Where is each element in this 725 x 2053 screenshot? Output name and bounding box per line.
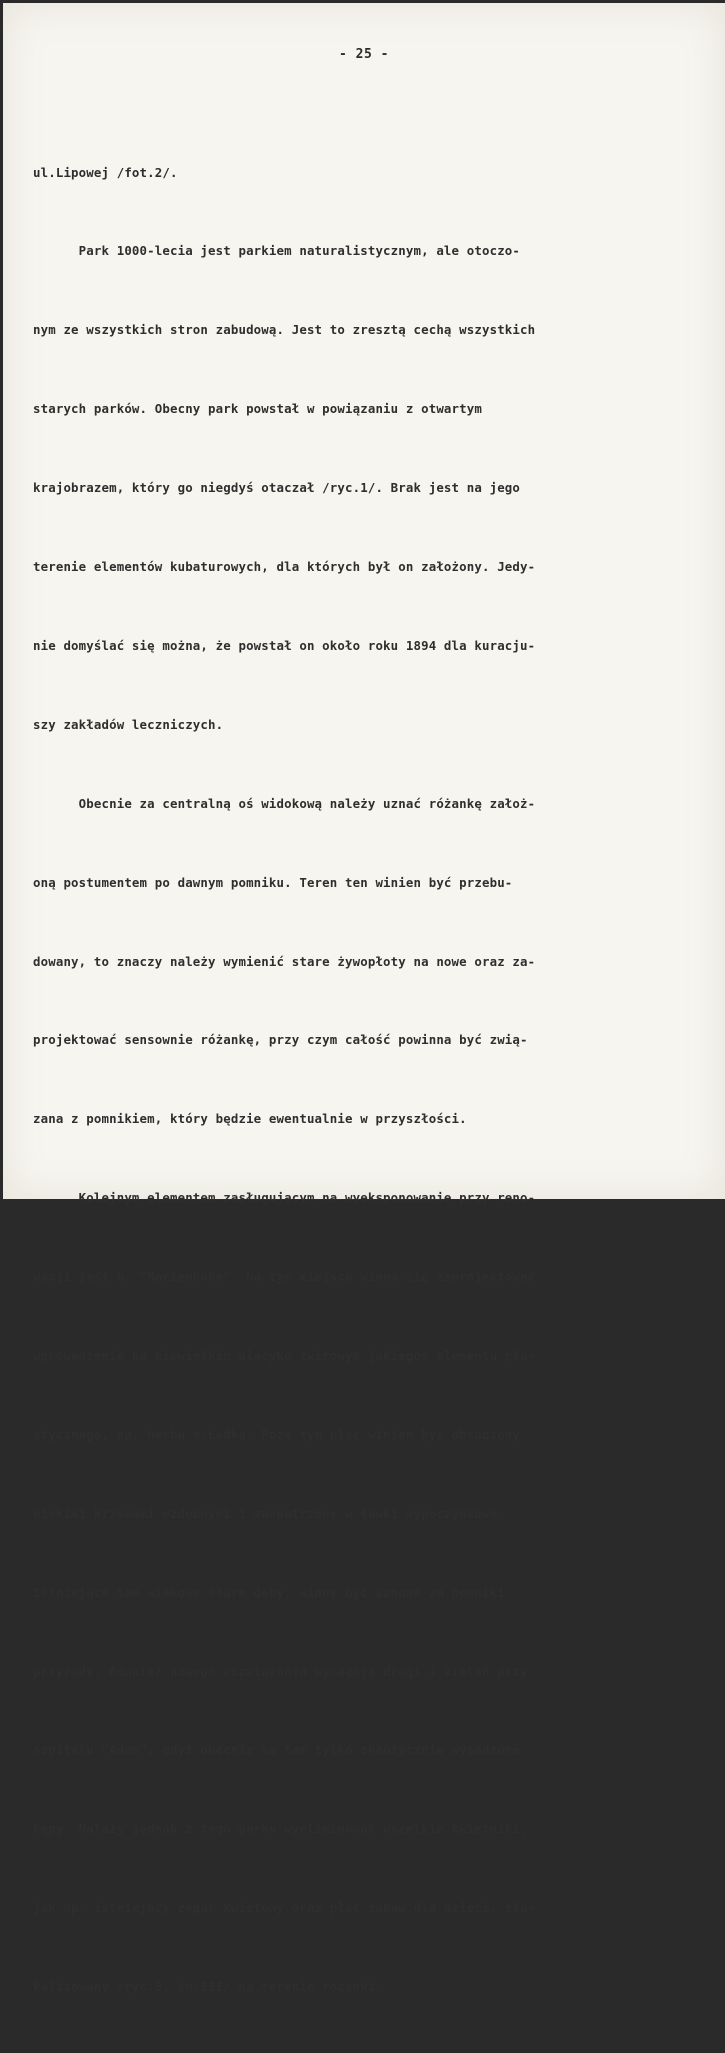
text-line: Obecnie za centralną oś widokową należy uznać różankę założ- [33, 795, 536, 811]
document-page [3, 3, 725, 1995]
text-line: starych parków. Obecny park powstał w powiązaniu z otwartym [33, 401, 482, 417]
text-line: wacji jest b. "Marienhöhe". Na tym miejscu winno się zaprojektować [33, 1269, 536, 1285]
text-line: przyrody. Również nowego rozwiązania wymagają drogi i zieleń przy [33, 1663, 528, 1679]
text-line: jak np. istniejący zegar kwietowy oraz plac zabaw dla dzieci, zlo- [33, 1900, 536, 1916]
text-line: szpitalu "Adam", gdyż obecnie są tam tylko chaotycznie wysadzone [33, 1742, 521, 1758]
text-line: terenie elementów kubaturowych, dla których był on założony. Jedy- [33, 559, 536, 575]
text-line: ul.Lipowej /fot.2/. [33, 164, 178, 180]
text-line: Istniejące tam wiekowe stare dęby, winny być uznane za pomniki [33, 1584, 505, 1600]
text-line: nym ze wszystkich stron zabudową. Jest to zresztą cechą wszystkich [33, 322, 536, 338]
text-line: oną postumentem po dawnym pomniku. Teren ten winien być przebu- [33, 874, 513, 890]
text-line: krajobrazem, który go niegdyś otaczał /ryc.1/. Brak jest na jego [33, 480, 521, 496]
text-line: nie domyślać się można, że powstał on około roku 1894 dla kuracju- [33, 637, 536, 653]
text-line: dowany, to znaczy należy wymienić stare żywopłoty na nowe oraz za- [33, 953, 536, 969]
text-line: projektować sensownie różankę, przy czym całość powinna być zwią- [33, 1032, 528, 1048]
text-line: kępy. Należy jednak z tego parku wyeliminować wszelkie kwietniki, [33, 1821, 528, 1837]
body-text [33, 107, 713, 2053]
text-line: wprowadzenie na niewielkim placyku żwirowym jakiegoś elementu pla- [33, 1347, 536, 1363]
text-line: Kolejnym elementem zasługującym na wyeksponowanie przy reno- [33, 1190, 536, 1206]
text-line: niskimi krzewami ozdobnymi i zaopatrzony w ławki wypoczynkowe. [33, 1505, 505, 1521]
text-line: Park 1000-lecia jest parkiem naturalistycznym, ale otoczo- [33, 243, 521, 259]
page-number: - 25 - [339, 47, 389, 62]
text-line: kalizowany /ryc.3, km.III/ na terenie różanki. [33, 1979, 384, 1995]
text-line: stycznego, np. herbu m.Lądka. Poza tym plac winien być obsadzony [33, 1426, 521, 1442]
text-line: zana z pomnikiem, który będzie ewentualnie w przyszłości. [33, 1111, 467, 1127]
text-line: szy zakładów leczniczych. [33, 716, 224, 732]
